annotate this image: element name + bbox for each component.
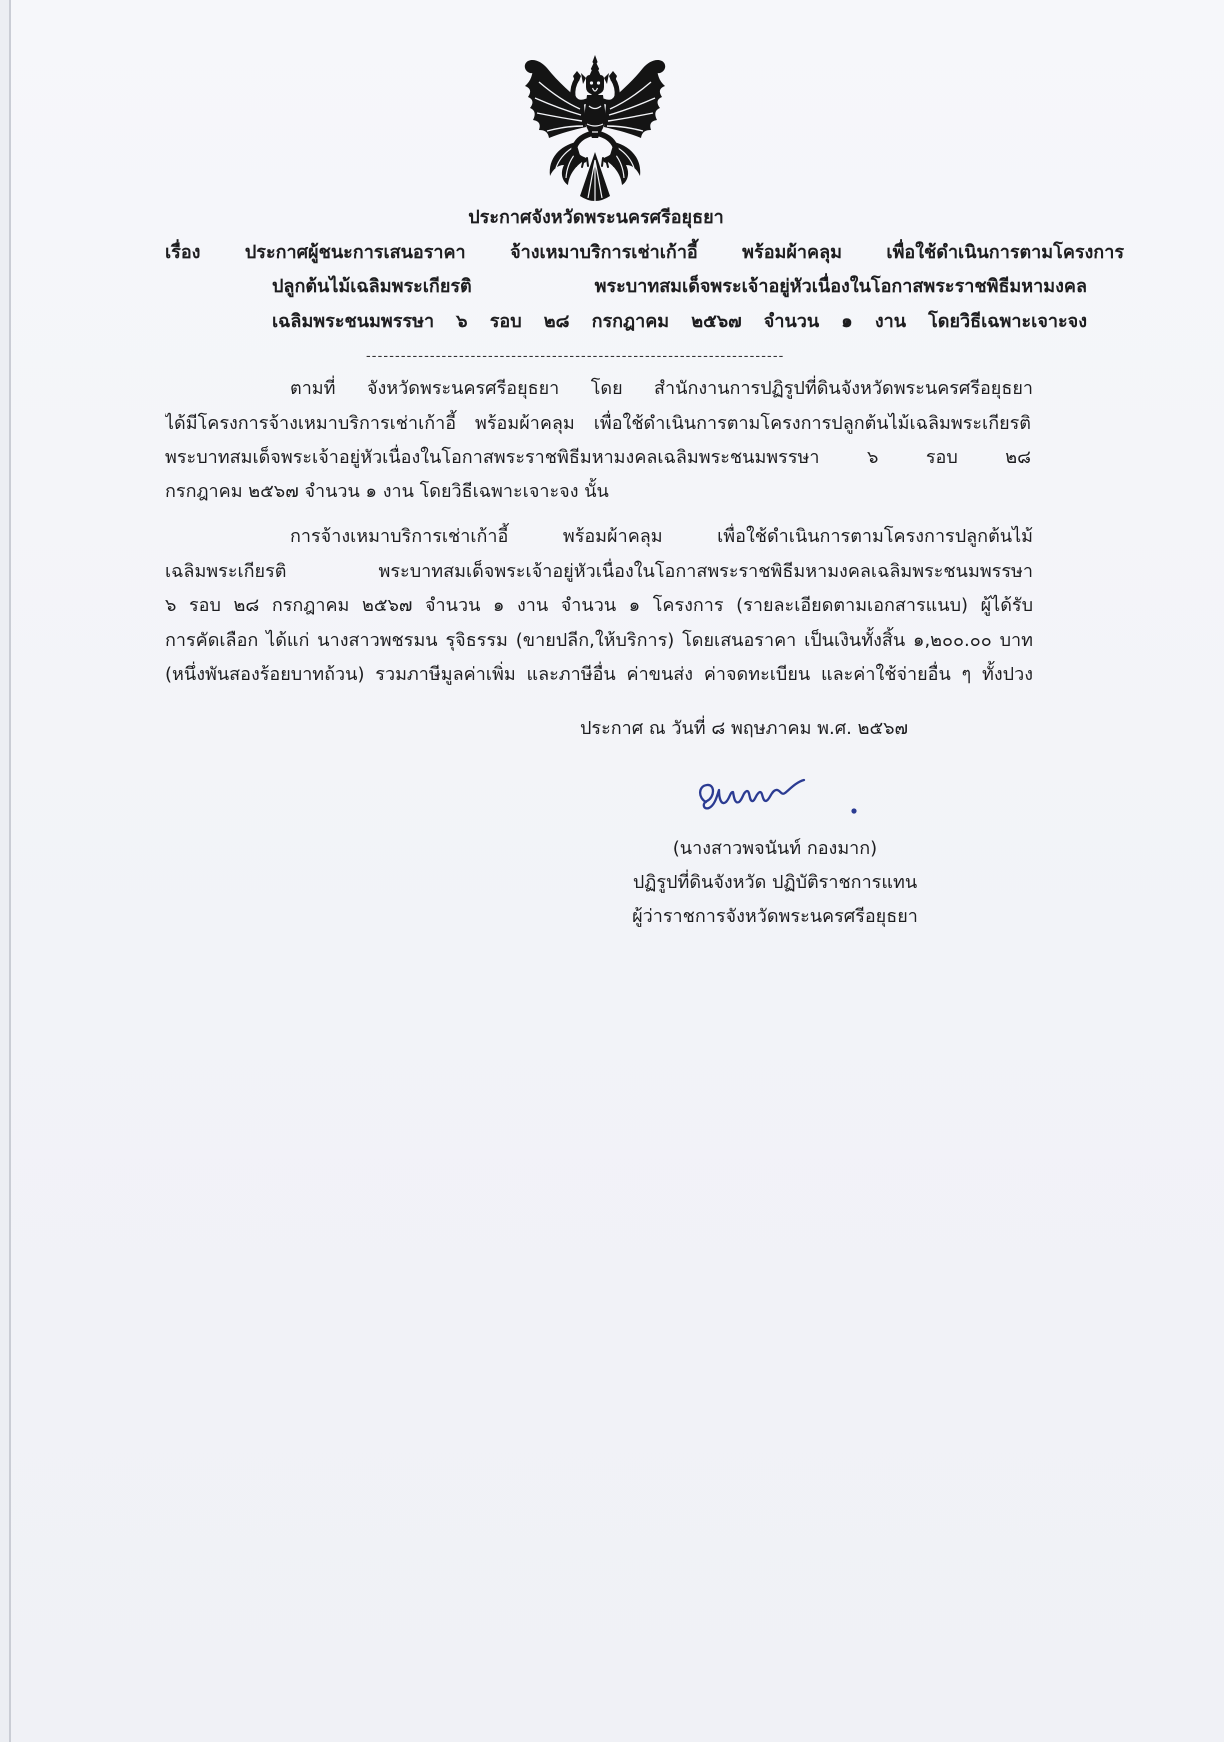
paragraph-line: การคัดเลือก ได้แก่ นางสาวพชรมน รุจิธรรม (ขายปลีก,ให้บริการ) โดยเสนอราคา เป็นเงินทั้งสิ้น ๑,๒๐๐.๐๐ บาท <box>165 630 1033 651</box>
dashed-separator: ------------------------------------------------------------------------ <box>366 347 785 363</box>
paragraph-line: ๖ รอบ ๒๘ กรกฎาคม ๒๕๖๗ จำนวน ๑ งาน จำนวน ๑ โครงการ (รายละเอียดตามเอกสารแนบ) ผู้ได้รับ <box>165 595 1033 616</box>
announcement-title: ประกาศจังหวัดพระนครศรีอยุธยา <box>468 207 724 228</box>
paragraph-line: พระบาทสมเด็จพระเจ้าอยู่หัวเนื่องในโอกาสพระราชพิธีมหามงคลเฉลิมพระชนมพรรษา ๖ รอบ ๒๘ <box>165 447 1031 468</box>
subject-line: เรื่อง ประกาศผู้ชนะการเสนอราคา จ้างเหมาบริการเช่าเก้าอี้ พร้อมผ้าคลุม เพื่อใช้ดำเนินการตามโครงการ <box>165 242 1124 263</box>
signature <box>688 772 868 822</box>
paragraph-line: เฉลิมพระเกียรติ พระบาทสมเด็จพระเจ้าอยู่หัวเนื่องในโอกาสพระราชพิธีมหามงคลเฉลิมพระชนมพรรษา <box>165 561 1033 582</box>
paragraph-line: กรกฎาคม ๒๕๖๗ จำนวน ๑ งาน โดยวิธีเฉพาะเจาะจง นั้น <box>165 481 609 502</box>
paragraph-line: (หนึ่งพันสองร้อยบาทถ้วน) รวมภาษีมูลค่าเพิ่ม และภาษีอื่น ค่าขนส่ง ค่าจดทะเบียน และค่าใช้จ่ายอื่น ๆ ทั้งปวง <box>165 664 1033 685</box>
paragraph-line: ได้มีโครงการจ้างเหมาบริการเช่าเก้าอี้ พร้อมผ้าคลุม เพื่อใช้ดำเนินการตามโครงการปลูกต้นไม้เฉลิมพระเกียรติ <box>165 413 1031 434</box>
signatory-name: (นางสาวพจนันท์ กองมาก) <box>672 838 878 859</box>
scan-margin <box>0 0 9 1742</box>
paragraph-line: ตามที่ จังหวัดพระนครศรีอยุธยา โดย สำนักงานการปฏิรูปที่ดินจังหวัดพระนครศรีอยุธยา <box>290 378 1033 399</box>
subject-line: ปลูกต้นไม้เฉลิมพระเกียรติ พระบาทสมเด็จพระเจ้าอยู่หัวเนื่องในโอกาสพระราชพิธีมหามงคล <box>272 276 1087 297</box>
signatory-authority: ผู้ว่าราชการจังหวัดพระนครศรีอยุธยา <box>632 906 918 927</box>
announcement-date: ประกาศ ณ วันที่ ๘ พฤษภาคม พ.ศ. ๒๕๖๗ <box>580 718 909 739</box>
paragraph-line: การจ้างเหมาบริการเช่าเก้าอี้ พร้อมผ้าคลุม เพื่อใช้ดำเนินการตามโครงการปลูกต้นไม้ <box>290 526 1033 547</box>
signatory-position: ปฏิรูปที่ดินจังหวัด ปฏิบัติราชการแทน <box>632 872 918 893</box>
subject-line: เฉลิมพระชนมพรรษา ๖ รอบ ๒๘ กรกฎาคม ๒๕๖๗ จำนวน ๑ งาน โดยวิธีเฉพาะเจาะจง <box>272 311 1087 332</box>
garuda-emblem-icon <box>520 54 670 214</box>
scan-edge-line <box>9 0 11 1742</box>
